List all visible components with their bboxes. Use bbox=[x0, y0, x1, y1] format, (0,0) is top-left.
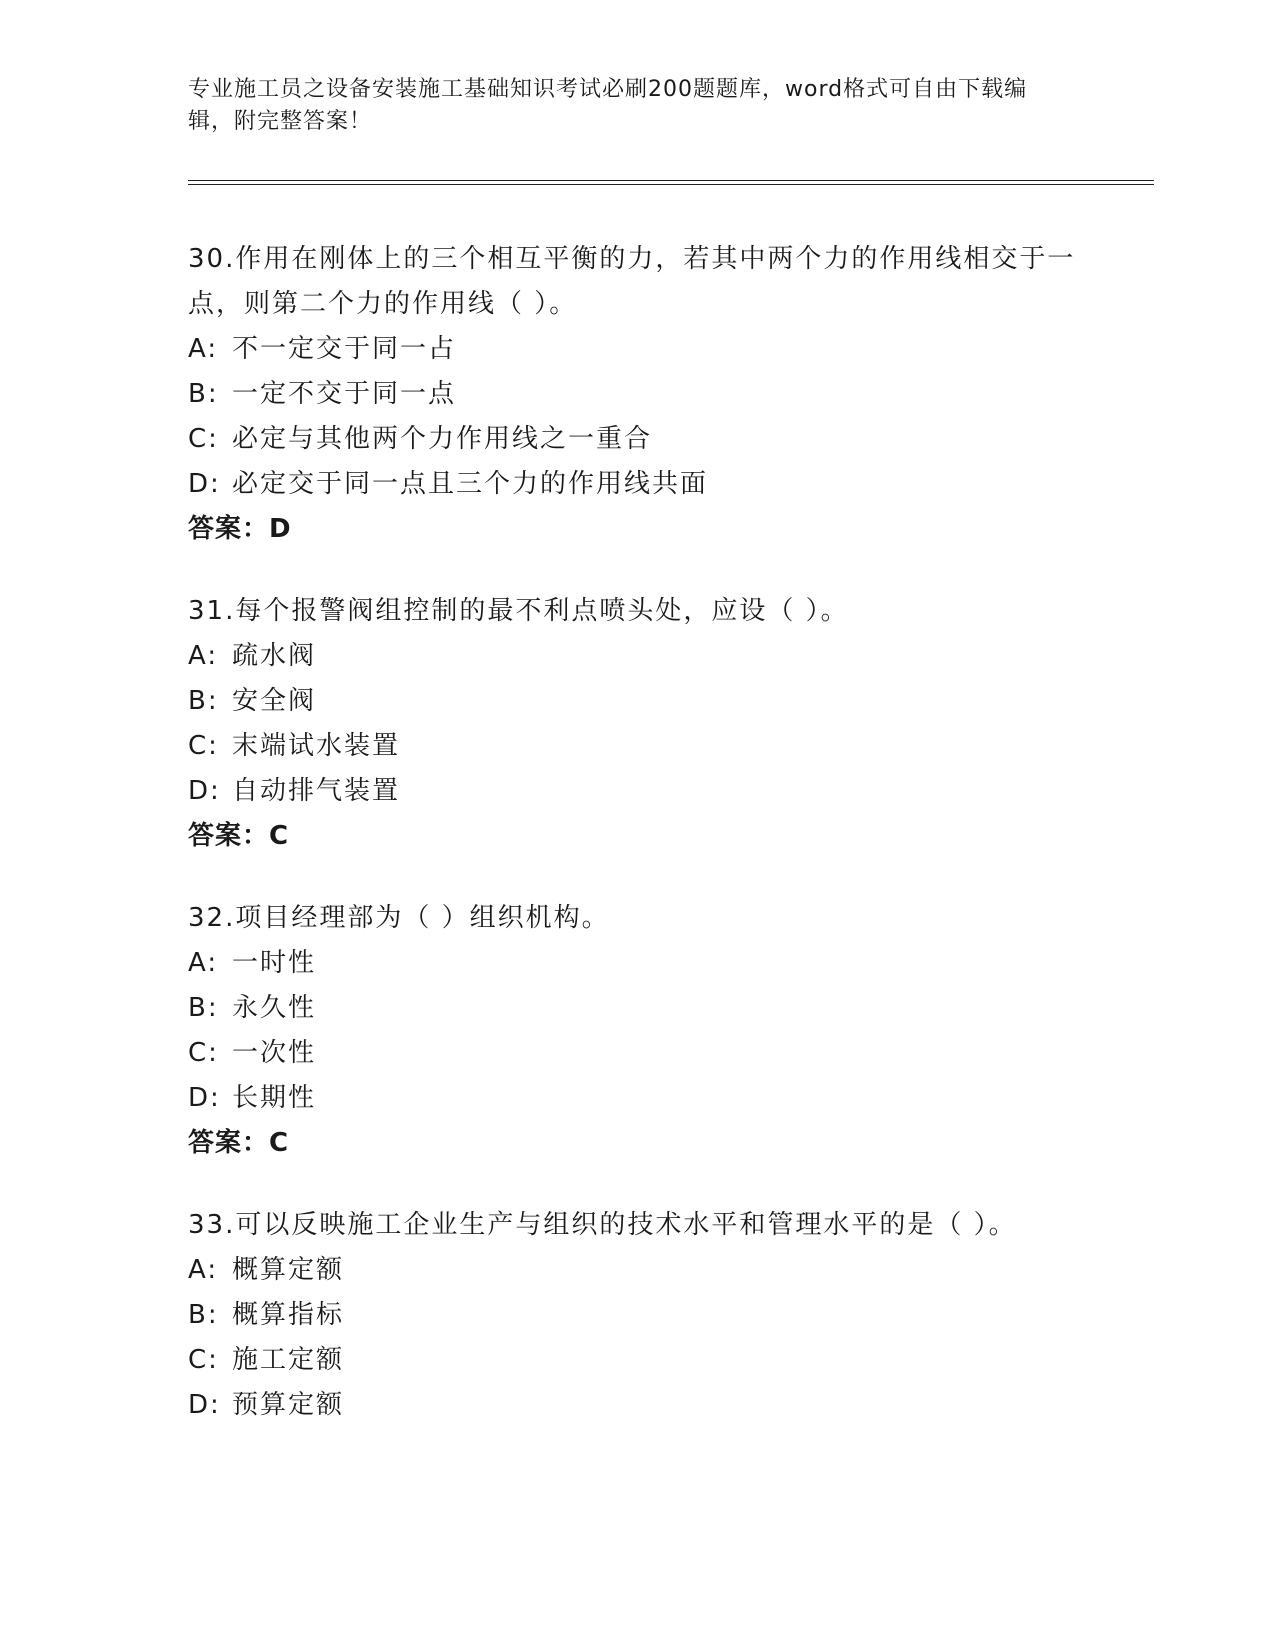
option-text: 不一定交于同一占 bbox=[232, 334, 457, 364]
answer-line: 答案：C bbox=[188, 821, 290, 851]
option-text: 预算定额 bbox=[232, 1390, 345, 1420]
option-b bbox=[188, 679, 1088, 724]
document-header-title: 专业施工员之设备安装施工基础知识考试必刷200题题库，word格式可自由下载编辑，附完整答案！ bbox=[188, 77, 1028, 134]
option-b bbox=[188, 1293, 1088, 1338]
option-letter: B: bbox=[188, 993, 219, 1023]
option-text: 施工定额 bbox=[232, 1345, 345, 1375]
option-text: 永久性 bbox=[232, 993, 317, 1023]
option-letter: A: bbox=[188, 1255, 219, 1285]
question-stem: 33.可以反映施工企业生产与组织的技术水平和管理水平的是（ ）。 bbox=[188, 1210, 1017, 1240]
option-letter: A: bbox=[188, 334, 219, 364]
answer-line: 答案：D bbox=[188, 514, 292, 544]
option-letter: D: bbox=[188, 1083, 221, 1113]
option-letter: D: bbox=[188, 1390, 221, 1420]
option-b bbox=[188, 986, 1088, 1031]
option-text: 必定交于同一点且三个力的作用线共面 bbox=[232, 469, 709, 499]
option-text: 长期性 bbox=[232, 1083, 317, 1113]
question-stem: 31.每个报警阀组控制的最不利点喷头处，应设（ ）。 bbox=[188, 596, 849, 626]
option-letter: D: bbox=[188, 469, 221, 499]
option-a bbox=[188, 327, 1088, 372]
option-a bbox=[188, 634, 1088, 679]
question-list bbox=[188, 237, 1088, 1465]
option-c bbox=[188, 1031, 1088, 1076]
option-text: 末端试水装置 bbox=[232, 731, 401, 761]
option-text: 一时性 bbox=[232, 948, 317, 978]
answer-line: 答案：C bbox=[188, 1128, 290, 1158]
option-d bbox=[188, 769, 1088, 814]
option-a bbox=[188, 1248, 1088, 1293]
option-letter: C: bbox=[188, 1038, 219, 1068]
option-letter: A: bbox=[188, 641, 219, 671]
option-letter: C: bbox=[188, 424, 219, 454]
option-text: 安全阀 bbox=[232, 686, 317, 716]
option-text: 疏水阀 bbox=[232, 641, 317, 671]
header-double-rule bbox=[188, 180, 1154, 185]
option-d bbox=[188, 462, 1088, 507]
question-33 bbox=[188, 1203, 1088, 1428]
option-text: 必定与其他两个力作用线之一重合 bbox=[232, 424, 653, 454]
question-stem: 30.作用在刚体上的三个相互平衡的力，若其中两个力的作用线相交于一点，则第二个力的作用线（ ）。 bbox=[188, 244, 1076, 319]
option-letter: C: bbox=[188, 1345, 219, 1375]
option-letter: A: bbox=[188, 948, 219, 978]
option-b bbox=[188, 372, 1088, 417]
option-c bbox=[188, 417, 1088, 462]
option-letter: C: bbox=[188, 731, 219, 761]
question-30 bbox=[188, 237, 1088, 552]
question-stem: 32.项目经理部为（ ）组织机构。 bbox=[188, 903, 610, 933]
option-text: 一次性 bbox=[232, 1038, 317, 1068]
option-letter: B: bbox=[188, 379, 219, 409]
option-d bbox=[188, 1076, 1088, 1121]
option-text: 概算指标 bbox=[232, 1300, 345, 1330]
option-c bbox=[188, 1338, 1088, 1383]
option-text: 一定不交于同一点 bbox=[232, 379, 457, 409]
option-a bbox=[188, 941, 1088, 986]
question-31 bbox=[188, 589, 1088, 859]
option-text: 概算定额 bbox=[232, 1255, 345, 1285]
option-d bbox=[188, 1383, 1088, 1428]
option-text: 自动排气装置 bbox=[232, 776, 401, 806]
option-letter: B: bbox=[188, 1300, 219, 1330]
option-letter: B: bbox=[188, 686, 219, 716]
question-32 bbox=[188, 896, 1088, 1166]
option-c bbox=[188, 724, 1088, 769]
option-letter: D: bbox=[188, 776, 221, 806]
